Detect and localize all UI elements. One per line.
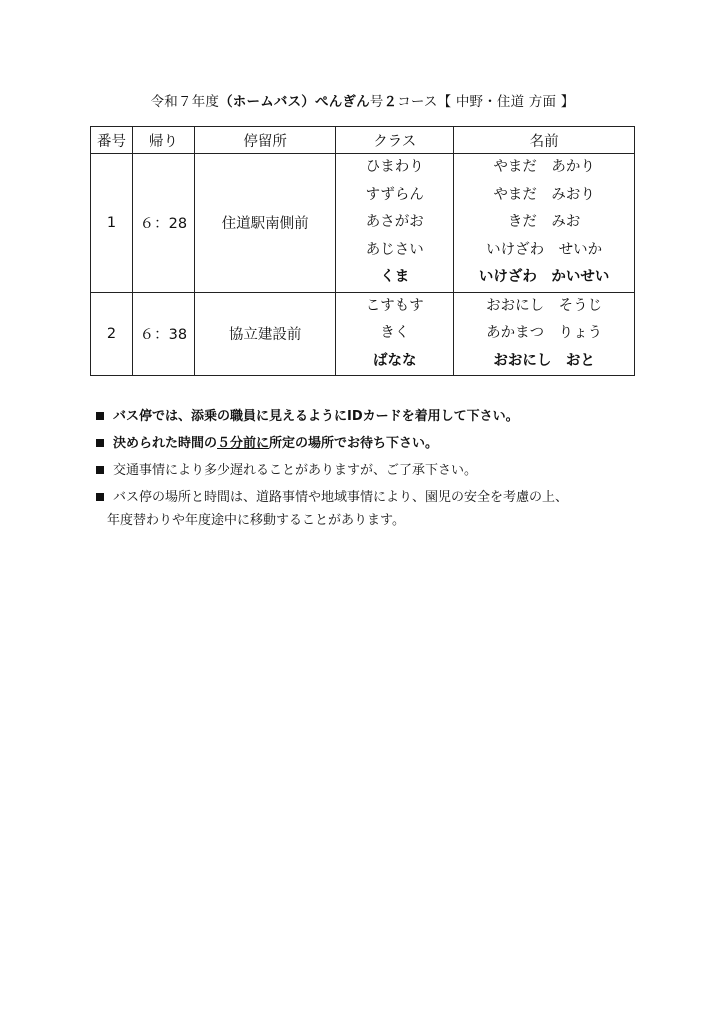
class-item: すずらん bbox=[365, 186, 424, 203]
header-number: 番号 bbox=[91, 127, 133, 154]
name-item: いけざわ かいせい bbox=[478, 269, 610, 285]
row-classes bbox=[336, 292, 454, 376]
name-item: おおにし おと bbox=[493, 352, 595, 369]
header-class: クラス bbox=[336, 127, 454, 154]
name-item: きだ みお bbox=[507, 214, 581, 230]
note-text-part: 所定の場所でお待ち下さい。 bbox=[269, 436, 439, 451]
note-item bbox=[90, 432, 690, 455]
title-go: 号 bbox=[369, 94, 384, 110]
title-prefix: 令和７年度 bbox=[150, 94, 220, 110]
class-item: こすもす bbox=[365, 297, 424, 314]
table-row bbox=[91, 154, 635, 293]
note-text: バス停では、添乗の職員に見えるようにIDカードを着用して下さい。 bbox=[113, 409, 519, 424]
title-suffix: コース【 中野・住道 方面 】 bbox=[397, 94, 575, 110]
header-name: 名前 bbox=[454, 127, 635, 154]
row-time: ６：38 bbox=[132, 292, 194, 376]
note-text: バス停の場所と時間は、道路事情や地域事情により、園児の安全を考慮の上、 bbox=[113, 490, 569, 505]
note-continuation: 年度替わりや年度途中に移動することがあります。 bbox=[107, 513, 405, 528]
bus-schedule-table bbox=[90, 126, 635, 376]
note-item bbox=[90, 405, 690, 428]
row-number: 2 bbox=[91, 292, 133, 376]
row-stop: 住道駅南側前 bbox=[194, 154, 336, 293]
name-item: いけざわ せいか bbox=[486, 241, 603, 258]
title-course-number: ２ bbox=[383, 94, 398, 110]
note-text-part: 決められた時間の bbox=[113, 436, 218, 451]
name-item: あかまつ りょう bbox=[486, 325, 603, 341]
row-names bbox=[454, 292, 635, 376]
page-title bbox=[0, 90, 725, 110]
class-item: あさがお bbox=[365, 214, 424, 230]
header-stop: 停留所 bbox=[194, 127, 336, 154]
name-item: やまだ みおり bbox=[493, 186, 595, 203]
row-stop: 協立建設前 bbox=[194, 292, 336, 376]
note-item bbox=[90, 459, 690, 482]
note-text: 交通事情により多少遅れることがありますが、ご了承下さい。 bbox=[113, 463, 478, 478]
title-bus-name: （ホームバス）ぺんぎん bbox=[219, 94, 370, 110]
row-time: ６：28 bbox=[132, 154, 194, 293]
notes-list bbox=[90, 405, 690, 532]
note-underlined-text: ５分前に bbox=[217, 436, 270, 451]
row-names bbox=[454, 154, 635, 293]
square-bullet-icon bbox=[96, 439, 104, 447]
square-bullet-icon bbox=[96, 412, 104, 420]
row-classes bbox=[336, 154, 454, 293]
name-item: やまだ あかり bbox=[493, 159, 595, 175]
table-row bbox=[91, 292, 635, 376]
note-text bbox=[113, 432, 438, 455]
note-item bbox=[90, 486, 690, 509]
row-number: 1 bbox=[91, 154, 133, 293]
square-bullet-icon bbox=[96, 493, 104, 501]
square-bullet-icon bbox=[96, 466, 104, 474]
class-item: ばなな bbox=[373, 352, 417, 369]
class-item: くま bbox=[380, 269, 410, 285]
class-item: ひまわり bbox=[365, 159, 424, 175]
table-header-row bbox=[91, 127, 635, 154]
name-item: おおにし そうじ bbox=[486, 297, 603, 314]
class-item: あじさい bbox=[365, 241, 424, 258]
class-item: きく bbox=[380, 325, 410, 341]
header-return: 帰り bbox=[132, 127, 194, 154]
